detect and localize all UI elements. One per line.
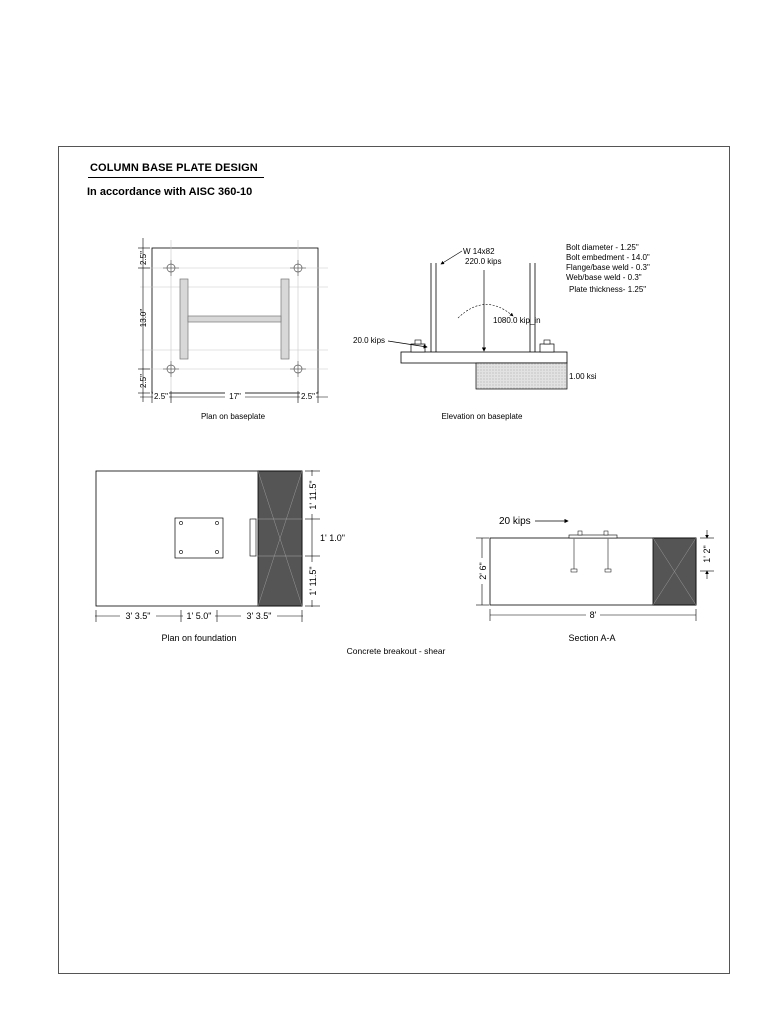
section-load-label: 20 kips [499, 516, 531, 527]
baseplate-elevation [401, 352, 567, 363]
dim-width: 17" [229, 392, 241, 401]
caption-section-aa: Section A-A [568, 633, 616, 643]
dim-v-top: 1' 11.5" [308, 480, 318, 510]
bearing-stress-block [476, 363, 567, 389]
elevation-baseplate [353, 243, 650, 421]
dim-left-edge: 2.5" [154, 392, 168, 401]
section-baseplate [569, 535, 617, 538]
section-dim-height: 2' 6" [478, 562, 488, 580]
column-flange-left [180, 279, 188, 359]
plan-foundation [95, 470, 364, 643]
caption-elevation-baseplate: Elevation on baseplate [441, 412, 523, 421]
moment-label: 1080.0 kip_in [493, 316, 541, 325]
caption-plan-foundation: Plan on foundation [161, 633, 237, 643]
figure-caption: Concrete breakout - shear [346, 646, 446, 656]
shear-lug-outline [250, 519, 256, 556]
dim-right-edge: 2.5" [301, 392, 315, 401]
dim-h-left: 3' 3.5" [125, 611, 151, 621]
bearing-pressure-label: 1.00 ksi [569, 372, 597, 381]
dim-h-middle: 1' 5.0" [186, 611, 212, 621]
dim-v-bottom: 1' 11.5" [308, 566, 318, 596]
section-dim-width: 8' [589, 610, 597, 620]
section-dim-embed: 1' 2" [702, 545, 712, 563]
dim-v-middle: 1' 1.0" [320, 533, 345, 543]
document-subtitle: In accordance with AISC 360-10 [87, 186, 253, 198]
dim-top-edge: 2.5" [139, 251, 148, 265]
caption-plan-baseplate: Plan on baseplate [200, 412, 266, 421]
column-flange-right [281, 279, 289, 359]
property-web-weld: Web/base weld - 0.3" [566, 273, 642, 282]
dim-h-right: 3' 3.5" [246, 611, 272, 621]
document-title: COLUMN BASE PLATE DESIGN [90, 162, 258, 174]
column-web [188, 316, 281, 322]
shear-load-label: 20.0 kips [353, 336, 386, 345]
property-plate-thickness: Plate thickness- 1.25" [569, 285, 647, 294]
property-bolt-embedment: Bolt embedment - 14.0" [566, 253, 650, 262]
section-aa [476, 516, 714, 643]
axial-load-label: 220.0 kips [465, 257, 502, 266]
section-label: W 14x82 [463, 247, 495, 256]
property-flange-weld: Flange/base weld - 0.3" [566, 263, 650, 272]
property-bolt-diameter: Bolt diameter - 1.25" [566, 243, 639, 252]
dim-middle: 13.0" [139, 308, 148, 328]
plan-baseplate [138, 238, 328, 421]
bolt-nut [540, 344, 554, 352]
dim-bottom-edge: 2.5" [139, 374, 148, 388]
